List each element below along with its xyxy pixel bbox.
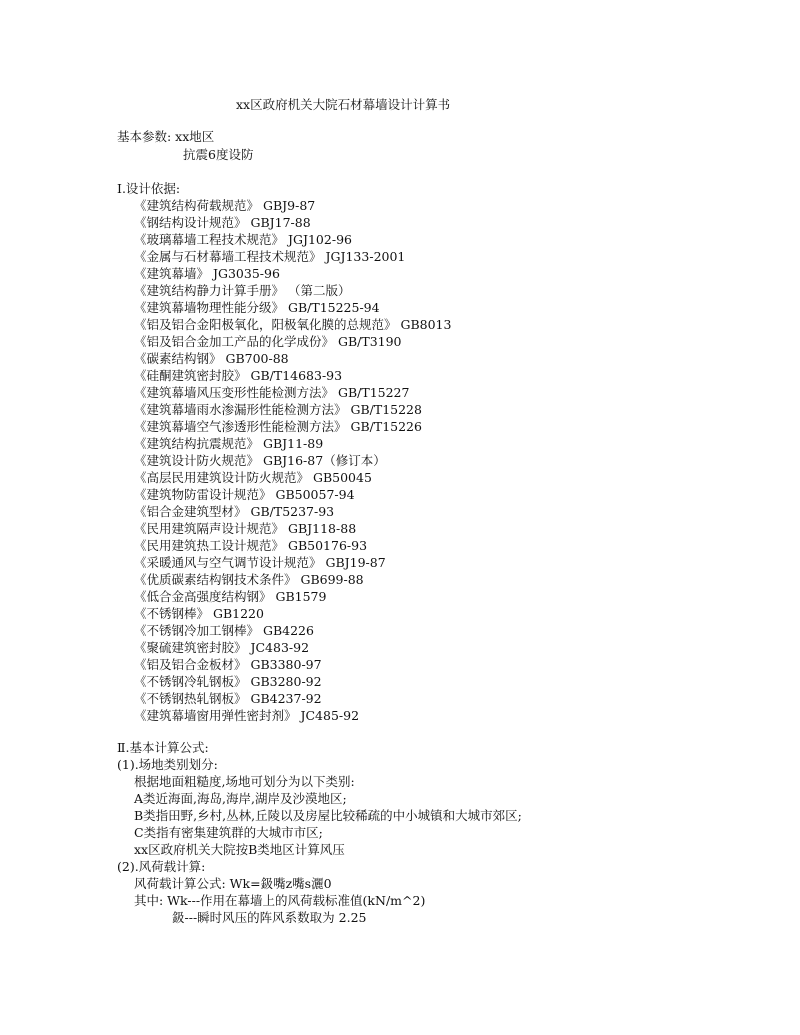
standard-item: 《铝及铝合金阳极氧化，阳极氧化膜的总规范》 GB8013 — [134, 317, 452, 332]
standard-item: 《铝及铝合金加工产品的化学成份》 GB/T3190 — [134, 334, 402, 349]
standard-item: 《建筑结构荷载规范》 GBJ9-87 — [134, 198, 316, 213]
section2-heading: Ⅱ.基本计算公式: — [117, 740, 209, 755]
basic-params-label: 基本参数: xx地区 — [117, 129, 215, 144]
site-category-line: xx区政府机关大院按B类地区计算风压 — [134, 842, 345, 857]
standard-item: 《民用建筑隔声设计规范》 GBJ118-88 — [134, 521, 357, 536]
standard-item: 《建筑结构静力计算手册》 （第二版） — [134, 283, 351, 298]
document-title: xx区政府机关大院石材幕墙设计计算书 — [236, 97, 451, 112]
section1-heading: Ⅰ.设计依据: — [117, 181, 181, 196]
seismic-fortification: 抗震6度设防 — [183, 147, 254, 162]
wind-load-formula: 风荷载计算公式: Wk=鈒嘴z嘴s灑0 — [134, 876, 332, 891]
standard-item: 《建筑结构抗震规范》 GBJ11-89 — [134, 436, 324, 451]
standard-item: 《不锈钢冷加工钢棒》 GB4226 — [134, 623, 314, 638]
standard-item: 《高层民用建筑设计防火规范》 GB50045 — [134, 470, 372, 485]
standard-item: 《不锈钢棒》 GB1220 — [134, 606, 264, 621]
standard-item: 《民用建筑热工设计规范》 GB50176-93 — [134, 538, 368, 553]
standard-item: 《建筑幕墙风压变形性能检测方法》 GB/T15227 — [134, 385, 410, 400]
standard-item: 《采暖通风与空气调节设计规范》 GBJ19-87 — [134, 555, 386, 570]
standard-item: 《建筑幕墙》 JG3035-96 — [134, 266, 280, 281]
standard-item: 《建筑物防雷设计规范》 GB50057-94 — [134, 487, 355, 502]
wind-load-where: 其中: Wk---作用在幕墙上的风荷载标准值(kN/m^2) — [134, 893, 426, 908]
standard-item: 《聚硫建筑密封胶》 JC483-92 — [134, 640, 310, 655]
site-category-line: A类近海面,海岛,海岸,湖岸及沙漠地区; — [134, 791, 347, 806]
standard-item: 《硅酮建筑密封胶》 GB/T14683-93 — [134, 368, 343, 383]
standard-item: 《金属与石材幕墙工程技术规范》 JGJ133-2001 — [134, 249, 406, 264]
standard-item: 《建筑幕墙窗用弹性密封剂》 JC485-92 — [134, 708, 360, 723]
site-category-heading: (1).场地类别划分: — [117, 757, 218, 772]
standard-item: 《建筑设计防火规范》 GBJ16-87（修订本） — [134, 453, 386, 468]
site-category-line: 根据地面粗糙度,场地可划分为以下类别: — [134, 774, 355, 789]
standard-item: 《建筑幕墙物理性能分级》 GB/T15225-94 — [134, 300, 380, 315]
standard-item: 《不锈钢冷轧钢板》 GB3280-92 — [134, 674, 322, 689]
standard-item: 《优质碳素结构钢技术条件》 GB699-88 — [134, 572, 364, 587]
standard-item: 《铝及铝合金板材》 GB3380-97 — [134, 657, 322, 672]
standard-item: 《不锈钢热轧钢板》 GB4237-92 — [134, 691, 322, 706]
site-category-line: B类指田野,乡村,丛林,丘陵以及房屋比较稀疏的中小城镇和大城市郊区; — [134, 808, 522, 823]
standard-item: 《铝合金建筑型材》 GB/T5237-93 — [134, 504, 335, 519]
standard-item: 《钢结构设计规范》 GBJ17-88 — [134, 215, 311, 230]
standard-item: 《建筑幕墙雨水渗漏形性能检测方法》 GB/T15228 — [134, 402, 422, 417]
gust-factor-line: 鈒---瞬时风压的阵风系数取为 2.25 — [172, 910, 367, 925]
standard-item: 《碳素结构钢》 GB700-88 — [134, 351, 289, 366]
standard-item: 《低合金高强度结构钢》 GB1579 — [134, 589, 327, 604]
site-category-line: C类指有密集建筑群的大城市市区; — [134, 825, 323, 840]
standard-item: 《玻璃幕墙工程技术规范》 JGJ102-96 — [134, 232, 352, 247]
wind-load-heading: (2).风荷载计算: — [117, 859, 206, 874]
standard-item: 《建筑幕墙空气渗透形性能检测方法》 GB/T15226 — [134, 419, 422, 434]
